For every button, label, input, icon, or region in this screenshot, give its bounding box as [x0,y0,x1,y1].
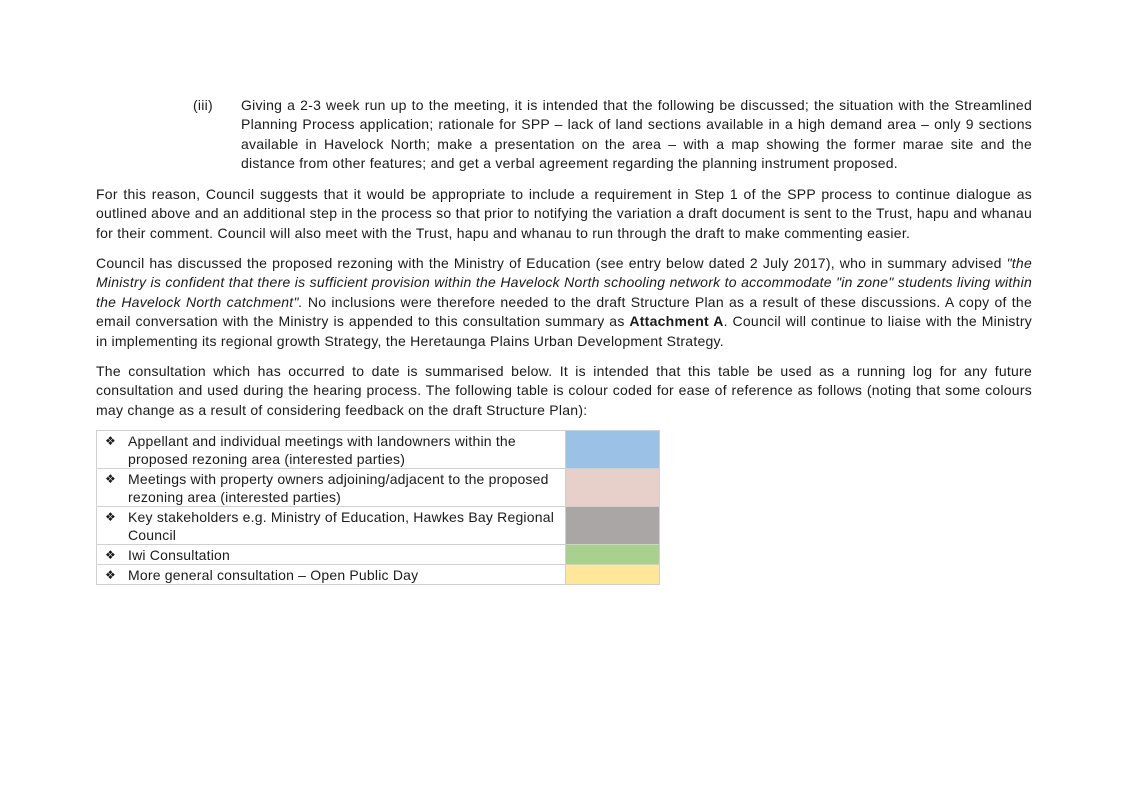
attachment-reference: Attachment A [629,313,724,330]
ministry-intro: Council has discussed the proposed rezoning with the Ministry of Education (see entry below dated 2 July 2017), who in summary advised [96,255,1007,271]
legend-label: More general consultation – Open Public Day [128,567,419,583]
legend-row [97,565,660,585]
ministry-middle: No inclusions were therefore needed to the draft Structure Plan as a result of these discussions. A copy of the email conversation with the Ministry is appended to this consultation summary as [96,293,1032,330]
diamond-bullet-icon: ❖ [105,568,116,582]
paragraph-ministry [96,254,1032,351]
paragraph-reason: For this reason, Council suggests that it would be appropriate to include a requirement in Step 1 of the SPP process to continue dialogue as outlined above and an additional step in the process so that prior to notifying the variation a draft document is sent to the Trust, hapu and whanau for their comment. Council will also meet with the Trust, hapu and whanau to run through the draft to make commenting easier. [96,186,1032,241]
list-item-text: Giving a 2-3 week run up to the meeting, it is intended that the following be discussed; the situation with the Streamlined Planning Process application; rationale for SPP – lack of land sections available in a high demand area – only 9 sections available in Havelock North; make a presentation on the area – with a map showing the former marae site and the distance from other features; and get a verbal agreement regarding the planning instrument proposed. [241,97,1032,172]
legend-colour-swatch [566,431,660,469]
legend-colour-swatch [566,565,660,585]
legend-row [97,469,660,507]
legend-colour-swatch [566,469,660,507]
ministry-end: . Council will continue to liaise with the Ministry in implementing its regional growth Strategy, the Heretaunga Plains Urban Development Strategy. [96,313,1032,349]
legend-label: Meetings with property owners adjoining/adjacent to the proposed rezoning area (interested parties) [128,471,549,505]
paragraph-table-intro: The consultation which has occurred to date is summarised below. It is intended that this table be used as a running log for any future consultation and used during the hearing process. The following table is colour coded for ease of reference as follows (noting that some colours may change as a result of considering feedback on the draft Structure Plan): [96,363,1032,418]
diamond-bullet-icon: ❖ [105,434,116,448]
ministry-quote: "the Ministry is confident that there is sufficient provision within the Havelock North schooling network to accommodate "in zone" students living within the Havelock North catchment". [96,255,1032,310]
diamond-bullet-icon: ❖ [105,510,116,524]
colour-legend-table [96,430,660,585]
list-number: (iii) [193,97,213,113]
legend-label: Iwi Consultation [128,547,231,563]
legend-label-cell [97,469,566,507]
diamond-bullet-icon: ❖ [105,548,116,562]
legend-row [97,507,660,545]
legend-row [97,545,660,565]
legend-label: Key stakeholders e.g. Ministry of Education, Hawkes Bay Regional Council [128,509,555,543]
legend-label-cell [97,545,566,565]
legend-label: Appellant and individual meetings with landowners within the proposed rezoning area (interested parties) [128,433,516,467]
legend-label-cell [97,565,566,585]
legend-label-cell [97,507,566,545]
list-item-iii [193,96,1032,174]
legend-label-cell [97,431,566,469]
legend-colour-swatch [566,507,660,545]
legend-row [97,431,660,469]
diamond-bullet-icon: ❖ [105,472,116,486]
legend-colour-swatch [566,545,660,565]
